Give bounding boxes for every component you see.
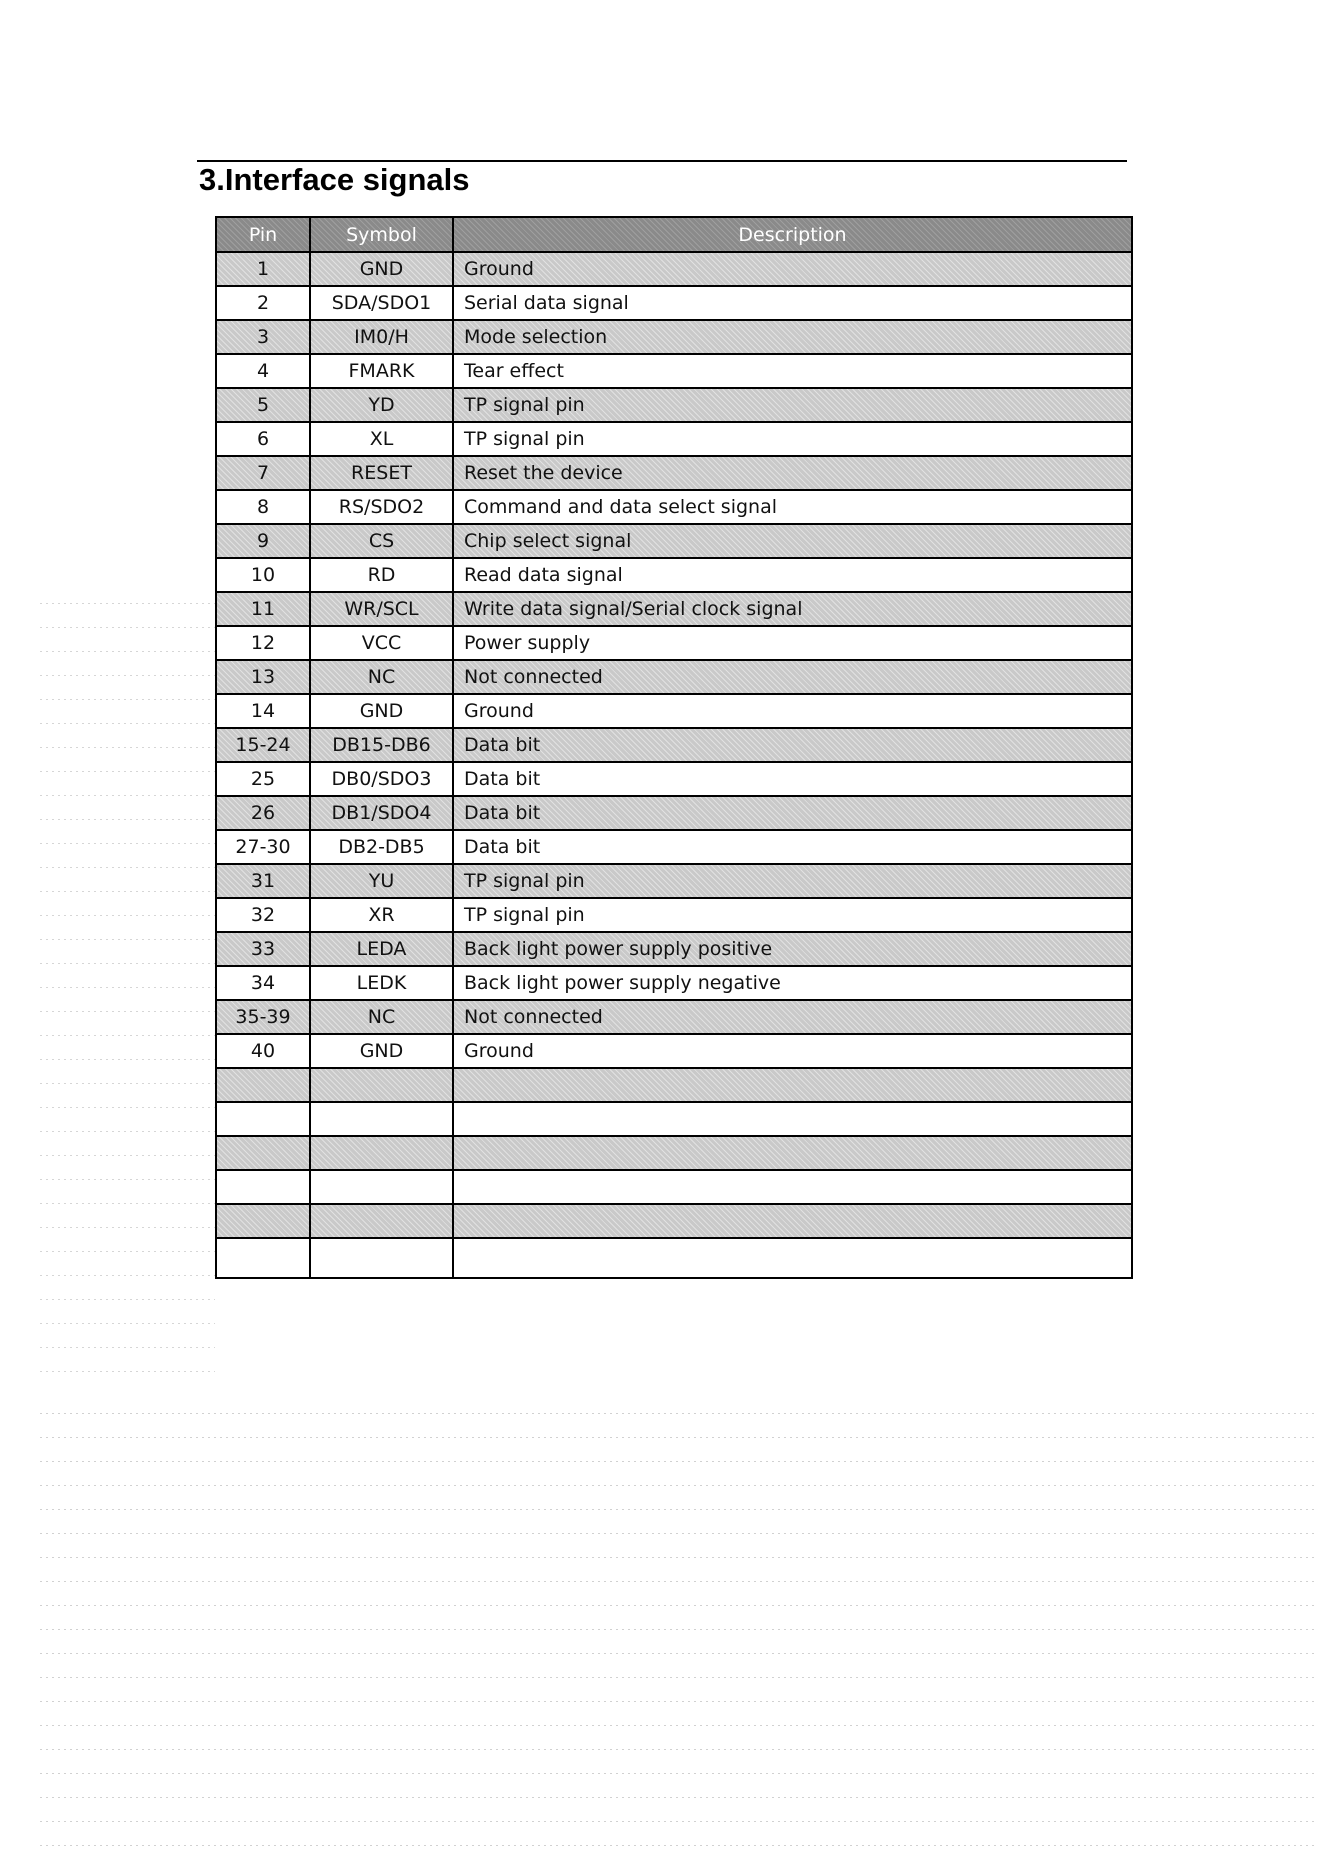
description-cell: TP signal pin xyxy=(453,898,1132,932)
table-row xyxy=(216,524,1132,558)
symbol-cell: GND xyxy=(310,694,453,728)
description-cell: Back light power supply positive xyxy=(453,932,1132,966)
table-row xyxy=(216,762,1132,796)
table-row xyxy=(216,626,1132,660)
description-cell xyxy=(453,1238,1132,1278)
description-cell: TP signal pin xyxy=(453,388,1132,422)
pin-cell xyxy=(216,1204,310,1238)
header-symbol: Symbol xyxy=(310,217,453,252)
pin-cell: 33 xyxy=(216,932,310,966)
pin-cell: 34 xyxy=(216,966,310,1000)
description-cell: Ground xyxy=(453,1034,1132,1068)
pin-cell: 13 xyxy=(216,660,310,694)
pin-cell: 5 xyxy=(216,388,310,422)
pin-cell: 8 xyxy=(216,490,310,524)
pin-cell: 6 xyxy=(216,422,310,456)
table-row xyxy=(216,796,1132,830)
pin-cell xyxy=(216,1238,310,1278)
description-cell: Data bit xyxy=(453,762,1132,796)
header-pin: Pin xyxy=(216,217,310,252)
symbol-cell xyxy=(310,1136,453,1170)
table-row xyxy=(216,898,1132,932)
description-cell: Data bit xyxy=(453,728,1132,762)
description-cell: Chip select signal xyxy=(453,524,1132,558)
description-cell: Data bit xyxy=(453,830,1132,864)
pin-cell: 7 xyxy=(216,456,310,490)
pin-cell: 32 xyxy=(216,898,310,932)
pin-cell: 2 xyxy=(216,286,310,320)
pin-cell: 15-24 xyxy=(216,728,310,762)
table-row xyxy=(216,1204,1132,1238)
symbol-cell: DB2-DB5 xyxy=(310,830,453,864)
pin-cell: 14 xyxy=(216,694,310,728)
table-row xyxy=(216,1000,1132,1034)
table-row xyxy=(216,830,1132,864)
description-cell: Mode selection xyxy=(453,320,1132,354)
symbol-cell: SDA/SDO1 xyxy=(310,286,453,320)
symbol-cell: RS/SDO2 xyxy=(310,490,453,524)
pin-cell: 35-39 xyxy=(216,1000,310,1034)
symbol-cell: XL xyxy=(310,422,453,456)
description-cell xyxy=(453,1102,1132,1136)
table-row xyxy=(216,490,1132,524)
pin-cell: 26 xyxy=(216,796,310,830)
description-cell: Reset the device xyxy=(453,456,1132,490)
description-cell xyxy=(453,1068,1132,1102)
symbol-cell: YD xyxy=(310,388,453,422)
description-cell: TP signal pin xyxy=(453,422,1132,456)
symbol-cell: LEDA xyxy=(310,932,453,966)
table-row xyxy=(216,558,1132,592)
description-cell: Serial data signal xyxy=(453,286,1132,320)
symbol-cell: YU xyxy=(310,864,453,898)
symbol-cell: IM0/H xyxy=(310,320,453,354)
description-cell: Not connected xyxy=(453,660,1132,694)
symbol-cell: GND xyxy=(310,1034,453,1068)
description-cell xyxy=(453,1170,1132,1204)
symbol-cell: LEDK xyxy=(310,966,453,1000)
table-row xyxy=(216,1238,1132,1278)
description-cell xyxy=(453,1204,1132,1238)
pin-cell xyxy=(216,1136,310,1170)
pin-cell: 10 xyxy=(216,558,310,592)
scan-artifact-left xyxy=(40,580,215,1380)
table-body xyxy=(216,252,1132,1278)
pin-cell: 25 xyxy=(216,762,310,796)
symbol-cell: DB15-DB6 xyxy=(310,728,453,762)
header-description: Description xyxy=(453,217,1132,252)
table-row xyxy=(216,422,1132,456)
symbol-cell: FMARK xyxy=(310,354,453,388)
description-cell: Power supply xyxy=(453,626,1132,660)
table-row xyxy=(216,1136,1132,1170)
header-row xyxy=(216,217,1132,252)
table-header xyxy=(216,217,1132,252)
symbol-cell: NC xyxy=(310,660,453,694)
symbol-cell: GND xyxy=(310,252,453,286)
description-cell xyxy=(453,1136,1132,1170)
table-row xyxy=(216,1102,1132,1136)
description-cell: Ground xyxy=(453,252,1132,286)
symbol-cell xyxy=(310,1204,453,1238)
symbol-cell: RESET xyxy=(310,456,453,490)
table-row xyxy=(216,592,1132,626)
description-cell: Data bit xyxy=(453,796,1132,830)
pin-cell: 3 xyxy=(216,320,310,354)
pin-cell: 27-30 xyxy=(216,830,310,864)
section-title: 3.Interface signals xyxy=(199,162,470,197)
symbol-cell xyxy=(310,1102,453,1136)
description-cell: TP signal pin xyxy=(453,864,1132,898)
description-cell: Not connected xyxy=(453,1000,1132,1034)
symbol-cell: WR/SCL xyxy=(310,592,453,626)
table-row xyxy=(216,388,1132,422)
symbol-cell: NC xyxy=(310,1000,453,1034)
symbol-cell: DB1/SDO4 xyxy=(310,796,453,830)
pin-cell: 1 xyxy=(216,252,310,286)
table-row xyxy=(216,456,1132,490)
table-row xyxy=(216,694,1132,728)
symbol-cell: CS xyxy=(310,524,453,558)
description-cell: Ground xyxy=(453,694,1132,728)
table-row xyxy=(216,1068,1132,1102)
pin-cell: 11 xyxy=(216,592,310,626)
pin-cell: 31 xyxy=(216,864,310,898)
symbol-cell xyxy=(310,1238,453,1278)
symbol-cell: RD xyxy=(310,558,453,592)
table-row xyxy=(216,966,1132,1000)
table-row xyxy=(216,1034,1132,1068)
symbol-cell: XR xyxy=(310,898,453,932)
table-row xyxy=(216,320,1132,354)
table-row xyxy=(216,728,1132,762)
pin-cell: 12 xyxy=(216,626,310,660)
description-cell: Tear effect xyxy=(453,354,1132,388)
description-cell: Read data signal xyxy=(453,558,1132,592)
symbol-cell: VCC xyxy=(310,626,453,660)
table-row xyxy=(216,354,1132,388)
description-cell: Command and data select signal xyxy=(453,490,1132,524)
table-row xyxy=(216,1170,1132,1204)
pin-cell: 40 xyxy=(216,1034,310,1068)
description-cell: Write data signal/Serial clock signal xyxy=(453,592,1132,626)
table-row xyxy=(216,932,1132,966)
symbol-cell xyxy=(310,1068,453,1102)
symbol-cell: DB0/SDO3 xyxy=(310,762,453,796)
pin-cell xyxy=(216,1170,310,1204)
table-row xyxy=(216,864,1132,898)
pin-cell: 4 xyxy=(216,354,310,388)
pin-cell xyxy=(216,1068,310,1102)
table-row xyxy=(216,286,1132,320)
scan-artifact-bottom xyxy=(40,1390,1315,1860)
description-cell: Back light power supply negative xyxy=(453,966,1132,1000)
symbol-cell xyxy=(310,1170,453,1204)
table-row xyxy=(216,252,1132,286)
pin-cell xyxy=(216,1102,310,1136)
pin-cell: 9 xyxy=(216,524,310,558)
interface-signals-table xyxy=(215,216,1133,1279)
table-row xyxy=(216,660,1132,694)
